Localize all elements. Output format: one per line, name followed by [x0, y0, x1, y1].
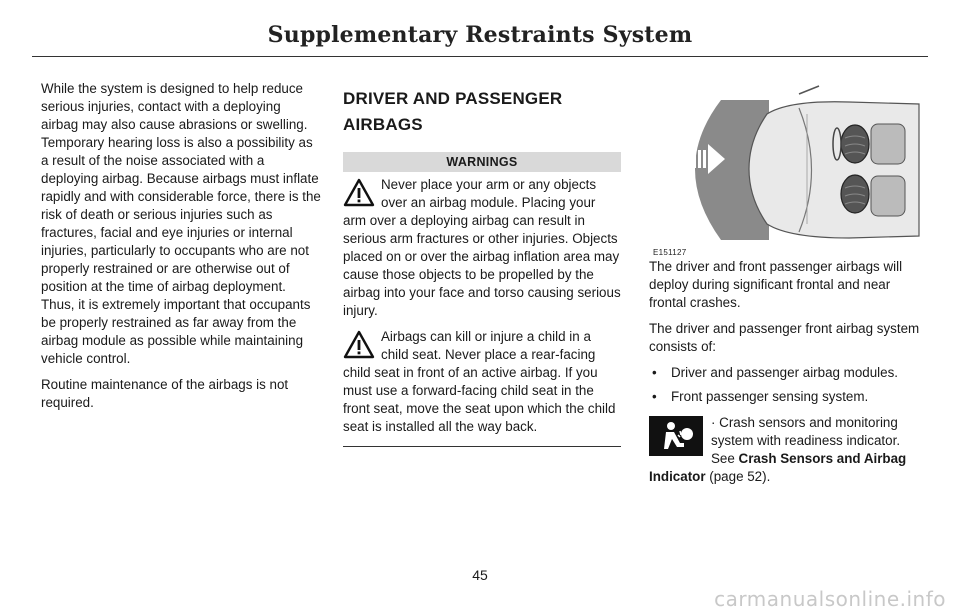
header-divider [32, 56, 928, 57]
page-number: 45 [472, 567, 488, 583]
figure-label: E151127 [653, 248, 687, 257]
bullet-symbol: • [652, 365, 657, 380]
airbag-deployment-illustration [649, 78, 929, 258]
system-component-list [649, 364, 927, 406]
warnings-header: WARNINGS [343, 152, 621, 172]
page-header [0, 0, 960, 56]
indicator-page-ref: (page 52). [705, 469, 771, 484]
bullet-symbol: • [652, 389, 657, 404]
warning-triangle-icon [343, 330, 375, 360]
intro-paragraph: While the system is designed to help reduce serious injuries, contact with a deploying airbag may also cause abrasions or swelling. Temporary hearing loss is also a possibility as a result of the noise associated with a deploying airbag. Because airbags must inflate rapidly and with considerable force, there is the risk of death or serious injuries such as fractures, facial and eye injuries or internal injuries, particularly to occupants who are not properly restrained or are otherwise out of position at the time of airbag deployment. Thus, it is extremely important that occupants be properly restrained as far away from the airbag module as possible while maintaining vehicle control. [41, 81, 321, 366]
airbag-warning-icon [649, 416, 703, 456]
warning-text-1: Never place your arm or any objects over an airbag module. Placing your arm over a deploying airbag can result in serious arm fractures or other injuries. Objects placed on or over the airbag inflation area may cause those objects to be propelled by the airbag into your face and torso causing serious injury. [343, 177, 621, 318]
indicator-text: · Crash sensors and monitoring system with readiness indicator. See [711, 415, 901, 466]
warning-text-2: Airbags can kill or injure a child in a child seat. Never place a rear-facing child seat in front of an active airbag. If you must use a forward-facing child seat in the front seat, move the seat upon which the child seat is installed all the way back. [343, 329, 616, 434]
deployment-paragraph: The driver and front passenger airbags will deploy during significant frontal and near frontal crashes. [649, 259, 903, 310]
section-title [343, 86, 621, 138]
warning-triangle-icon [343, 178, 375, 208]
list-item-text: Front passenger sensing system. [671, 389, 869, 404]
list-item-text: Driver and passenger airbag modules. [671, 365, 899, 380]
right-column [649, 80, 927, 486]
system-paragraph: The driver and passenger front airbag system consists of: [649, 321, 920, 354]
watermark: carmanualsonline.info [714, 587, 946, 611]
maintenance-paragraph: Routine maintenance of the airbags is not required. [41, 377, 289, 410]
warning-block-1 [343, 176, 621, 320]
indicator-row [649, 414, 927, 486]
section-title-line1: DRIVER AND PASSENGER [343, 89, 563, 108]
page-title: Supplementary Restraints System [267, 22, 693, 48]
left-column [41, 80, 321, 420]
middle-column [343, 80, 621, 447]
warnings-bottom-divider [343, 446, 621, 447]
warning-block-2 [343, 328, 621, 436]
crash-sensors-link[interactable]: Crash Sensors and Airbag Indicator [649, 451, 907, 484]
list-item [649, 364, 927, 382]
list-item [649, 388, 927, 406]
section-title-line2: AIRBAGS [343, 115, 423, 134]
